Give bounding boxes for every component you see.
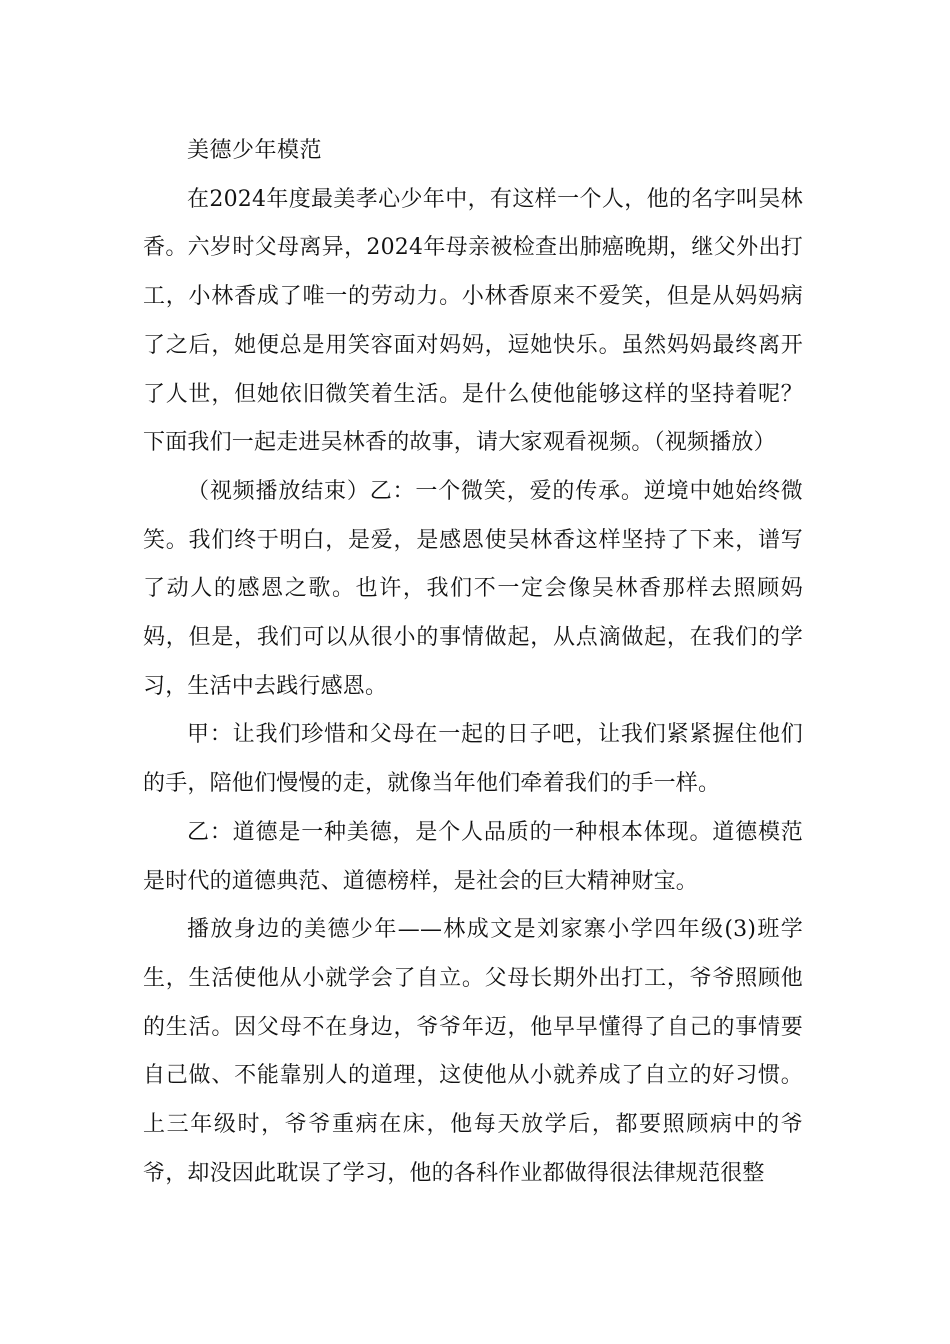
paragraph-lin-chengwen: 播放身边的美德少年——林成文是刘家寨小学四年级(3)班学生，生活使他从小就学会了自立。父母长期外出打工，爷爷照顾他的生活。因父母不在身边，爷爷年迈，他早早懂得了自己的事情要自己做、不能靠别人的道理，这使他从小就养成了自立的好习惯。上三年级时，爷爷重病在床，他每天放学后，都要照顾病中的爷爷，却没因此耽误了学习，他的各科作业都做得很法律规范很整 — [143, 917, 803, 1186]
paragraph-intro: 在2024年度最美孝心少年中，有这样一个人，他的名字叫吴林香。六岁时父母离异，2024年母亲被检查出肺癌晚期，继父外出打工，小林香成了唯一的劳动力。小林香原来不爱笑，但是从妈妈病了之后，她便总是用笑容面对妈妈，逗她快乐。虽然妈妈最终离开了人世，但她依旧微笑着生活。是什么使他能够这样的坚持着呢？下面我们一起走进吴林香的故事，请大家观看视频。（视频播放） — [143, 186, 803, 456]
paragraph-video-end: （视频播放结束）乙：一个微笑，爱的传承。逆境中她始终微笑。我们终于明白，是爱，是感恩使吴林香这样坚持了下来，谱写了动人的感恩之歌。也许，我们不一定会像吴林香那样去照顾妈妈，但是，我们可以从很小的事情做起，从点滴做起，在我们的学习，生活中去践行感恩。 — [143, 478, 803, 699]
paragraph-yi: 乙：道德是一种美德，是个人品质的一种根本体现。道德模范是时代的道德典范、道德榜样，是社会的巨大精神财宝。 — [143, 819, 803, 894]
paragraph-jia: 甲：让我们珍惜和父母在一起的日子吧，让我们紧紧握住他们的手，陪他们慢慢的走，就像当年他们牵着我们的手一样。 — [143, 722, 803, 797]
document-title: 美德少年模范 — [187, 138, 323, 163]
document-body — [143, 127, 803, 1198]
